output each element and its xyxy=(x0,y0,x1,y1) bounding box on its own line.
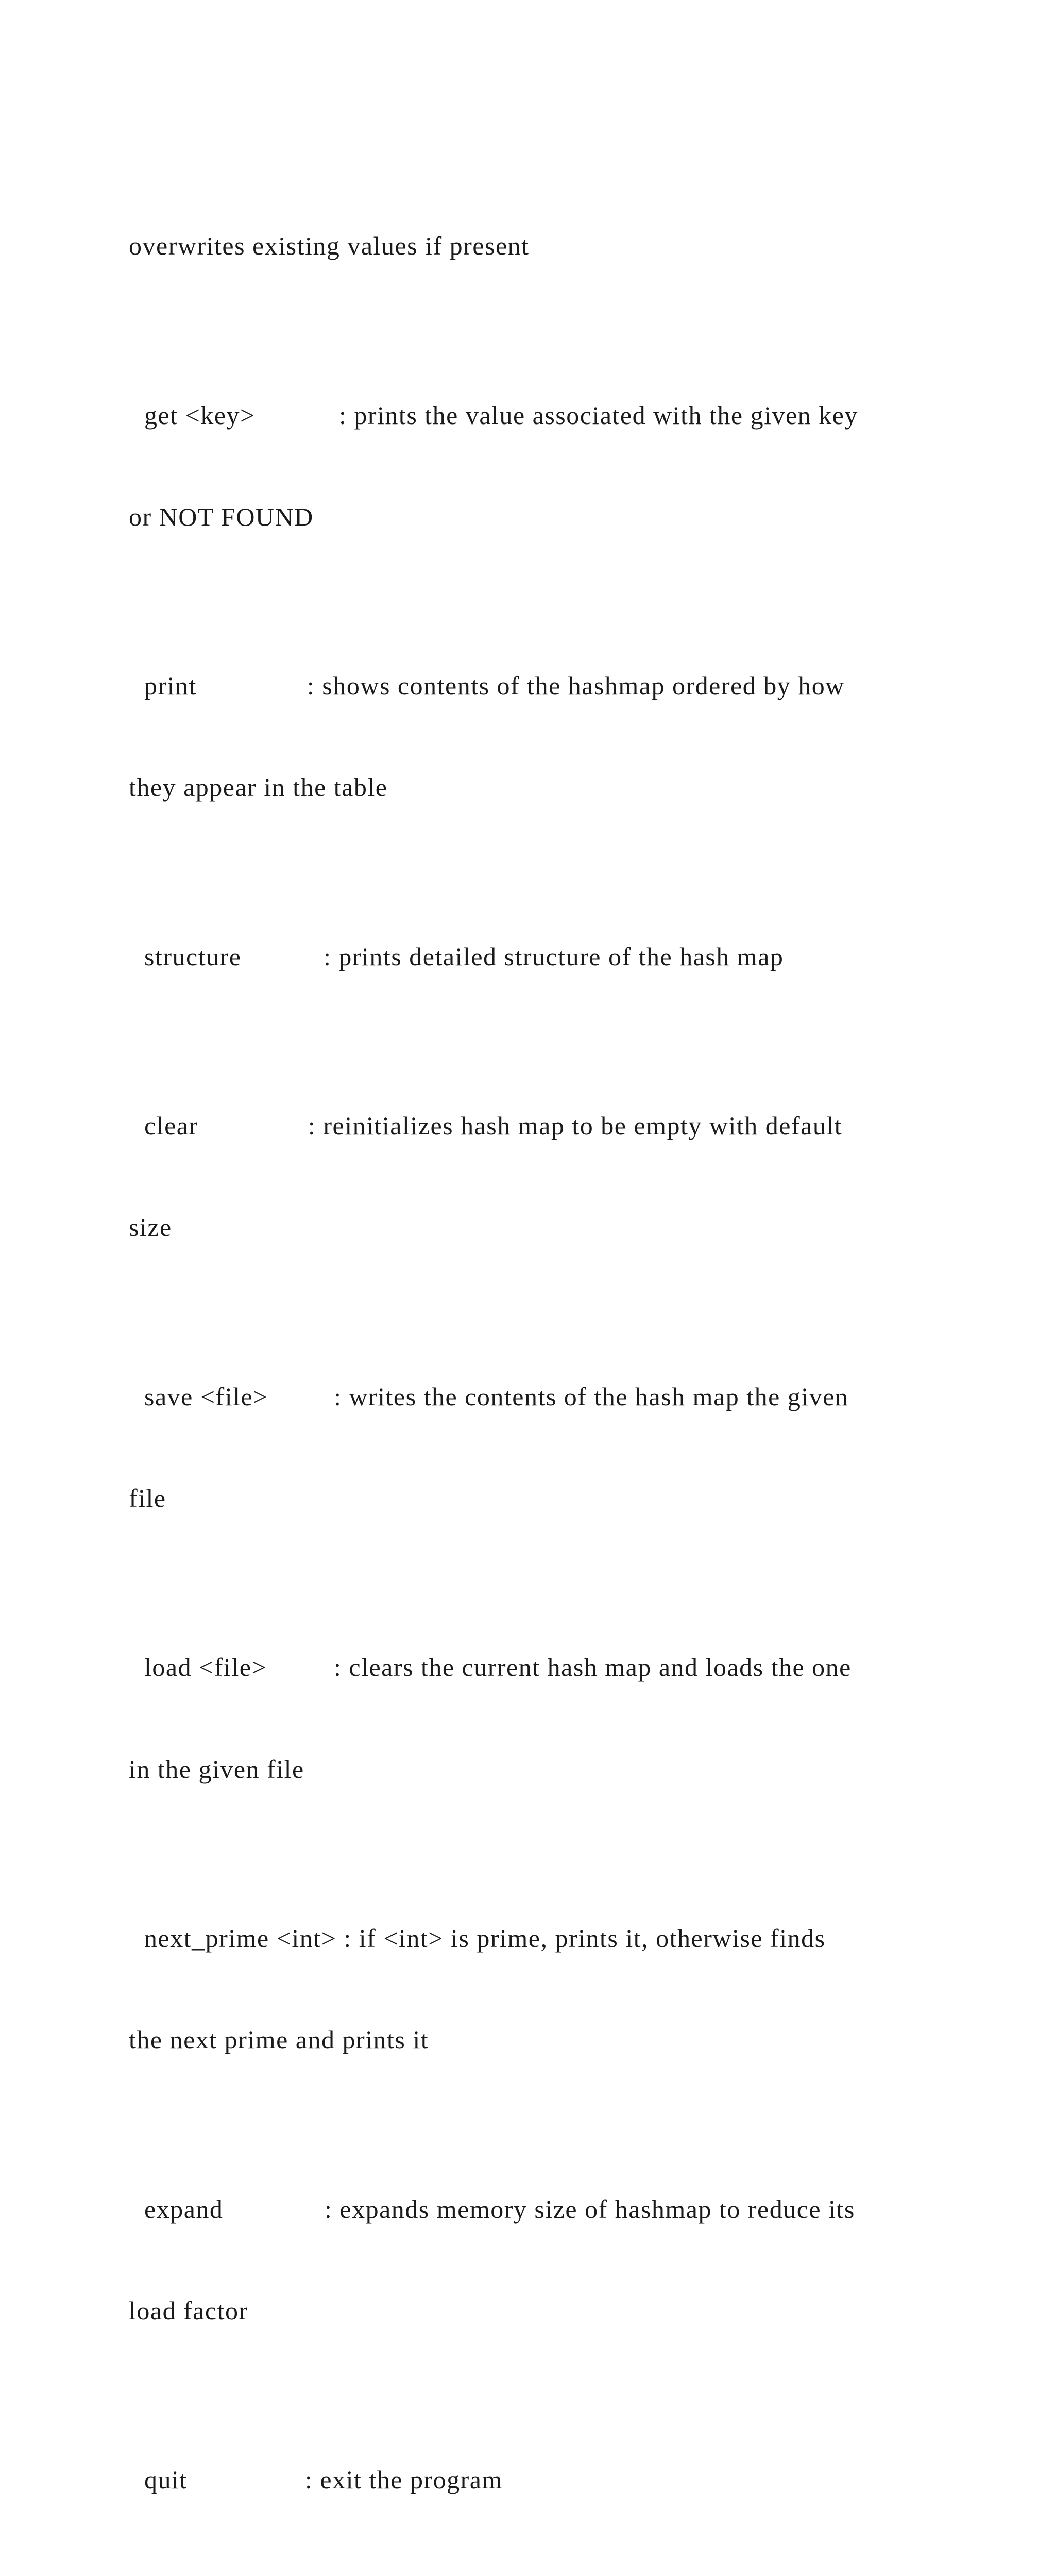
help-line-clear xyxy=(129,1109,932,1143)
help-command: get <key> xyxy=(144,400,256,430)
help-continuation: load factor xyxy=(129,2296,248,2325)
help-continuation: file xyxy=(129,1483,166,1513)
help-line-next-prime: next_prime <int> : if <int> is prime, prints it, otherwise finds xyxy=(144,1924,826,1953)
help-continuation: the next prime and prints it xyxy=(129,2025,429,2055)
help-command: print xyxy=(144,671,197,701)
help-command: clear xyxy=(144,1111,198,1141)
help-continuation: in the given file xyxy=(129,1754,304,1784)
help-line-get xyxy=(129,399,932,433)
help-command: load <file> xyxy=(144,1653,267,1682)
help-line-expand xyxy=(129,2193,932,2227)
help-continuation: they appear in the table xyxy=(129,773,388,802)
help-description: : shows contents of the hashmap ordered by how xyxy=(307,671,845,701)
help-description: : writes the contents of the hash map the given xyxy=(334,1382,849,1411)
help-command: quit xyxy=(144,2465,188,2495)
help-line-structure xyxy=(129,940,932,974)
help-description: : reinitializes hash map to be empty with default xyxy=(308,1111,843,1141)
document-text xyxy=(129,128,932,2576)
help-description: : prints the value associated with the given key xyxy=(339,400,858,430)
help-description: : exit the program xyxy=(305,2465,503,2495)
help-continuation: size xyxy=(129,1213,172,1242)
intro-line: overwrites existing values if present xyxy=(129,231,530,261)
help-continuation: or NOT FOUND xyxy=(129,502,314,531)
help-command: structure xyxy=(144,942,242,971)
help-command: save <file> xyxy=(144,1382,268,1411)
help-line-quit xyxy=(129,2463,932,2497)
help-description: : prints detailed structure of the hash map xyxy=(324,942,784,971)
help-line-save xyxy=(129,1380,932,1414)
help-line-load xyxy=(129,1651,932,1685)
help-line-print xyxy=(129,669,932,703)
help-command: expand xyxy=(144,2194,224,2224)
help-description: : expands memory size of hashmap to reduce its xyxy=(325,2194,855,2224)
help-description: : clears the current hash map and loads the one xyxy=(334,1653,852,1682)
